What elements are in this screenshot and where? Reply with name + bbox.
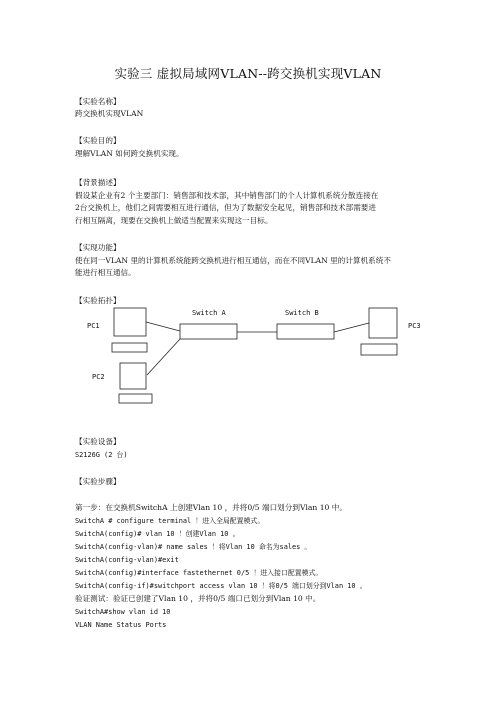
equipment-list: S2126G (2 台) bbox=[75, 451, 128, 459]
section-heading-equipment: 【实验设备】 bbox=[75, 437, 121, 446]
topology-svg bbox=[70, 305, 440, 405]
pc3-base bbox=[361, 344, 397, 355]
background-line-2: 2台交换机上，他们之间需要相互进行通信，但为了数据安全起见，销售部和技术部需要进 bbox=[75, 203, 376, 212]
section-heading-function: 【实现功能】 bbox=[75, 243, 121, 252]
step-line: SwitchA(config-vlan)#exit bbox=[75, 556, 179, 564]
pc3-monitor bbox=[369, 308, 397, 338]
pc1-base bbox=[112, 343, 147, 352]
section-heading-topology: 【实验拓扑】 bbox=[75, 296, 121, 305]
step-line: SwitchA # configure terminal ！进入全局配置模式。 bbox=[75, 517, 265, 525]
section-heading-steps: 【实验步骤】 bbox=[75, 477, 121, 486]
step-line: SwitchA(config)#interface fastethernet 0/5 ！进入接口配置模式。 bbox=[75, 569, 323, 577]
link-switch-b-pc3 bbox=[334, 323, 369, 332]
pc2-monitor bbox=[120, 363, 146, 389]
section-heading-goal: 【实验目的】 bbox=[75, 136, 121, 145]
link-pc1-switch-a bbox=[146, 322, 180, 331]
section-heading-background: 【背景描述】 bbox=[75, 178, 121, 187]
step-line: VLAN Name Status Ports bbox=[75, 621, 167, 629]
pc1-monitor bbox=[114, 308, 146, 336]
function-line-1: 使在同一VLAN 里的计算机系统能跨交换机进行相互通信，而在不同VLAN 里的计算机系统不 bbox=[75, 256, 391, 265]
step-line: SwitchA(config-vlan)# name sales ！将Vlan 10 命名为sales 。 bbox=[75, 543, 312, 551]
experiment-name: 跨交换机实现VLAN bbox=[75, 109, 144, 118]
step-line: 验证测试：验证已创建了Vlan 10 ，并将0/5 端口已划分到Vlan 10 中。 bbox=[75, 594, 321, 603]
background-line-1: 假设某企业有2 个主要部门：销售部和技术部，其中销售部门的个人计算机系统分散连接在 bbox=[75, 191, 379, 200]
pc2-base bbox=[119, 394, 152, 403]
switch-a-label: Switch A bbox=[192, 309, 226, 317]
page-title: 实验三 虚拟局域网VLAN--跨交换机实现VLAN bbox=[114, 66, 382, 81]
switch-b-label: Switch B bbox=[285, 309, 319, 317]
network-topology-diagram bbox=[70, 305, 440, 405]
function-line-2: 能进行相互通信。 bbox=[75, 268, 136, 277]
pc2-label: PC2 bbox=[92, 373, 105, 381]
experiment-goal: 理解VLAN 如何跨交换机实现。 bbox=[75, 149, 184, 158]
step-line: SwitchA(config)# vlan 10 ！创建Vlan 10 。 bbox=[75, 530, 240, 538]
switch-a-box bbox=[180, 324, 237, 339]
step-line: SwitchA(config-if)#switchport access vlan 10 ！将0/5 端口划分到Vlan 10 。 bbox=[75, 582, 367, 590]
background-line-3: 行相互隔离，现要在交换机上做适当配置来实现这一目标。 bbox=[75, 216, 273, 225]
switch-b-box bbox=[277, 324, 334, 339]
link-switch-a-pc2 bbox=[147, 339, 180, 375]
pc3-label: PC3 bbox=[408, 322, 421, 330]
step-line: 第一步：在交换机SwitchA 上创建Vlan 10 ，并将0/5 端口划分到Vlan 10 中。 bbox=[75, 503, 347, 512]
step-line: SwitchA#show vlan id 10 bbox=[75, 608, 171, 616]
pc1-label: PC1 bbox=[87, 322, 100, 330]
section-heading-name: 【实验名称】 bbox=[75, 97, 121, 106]
